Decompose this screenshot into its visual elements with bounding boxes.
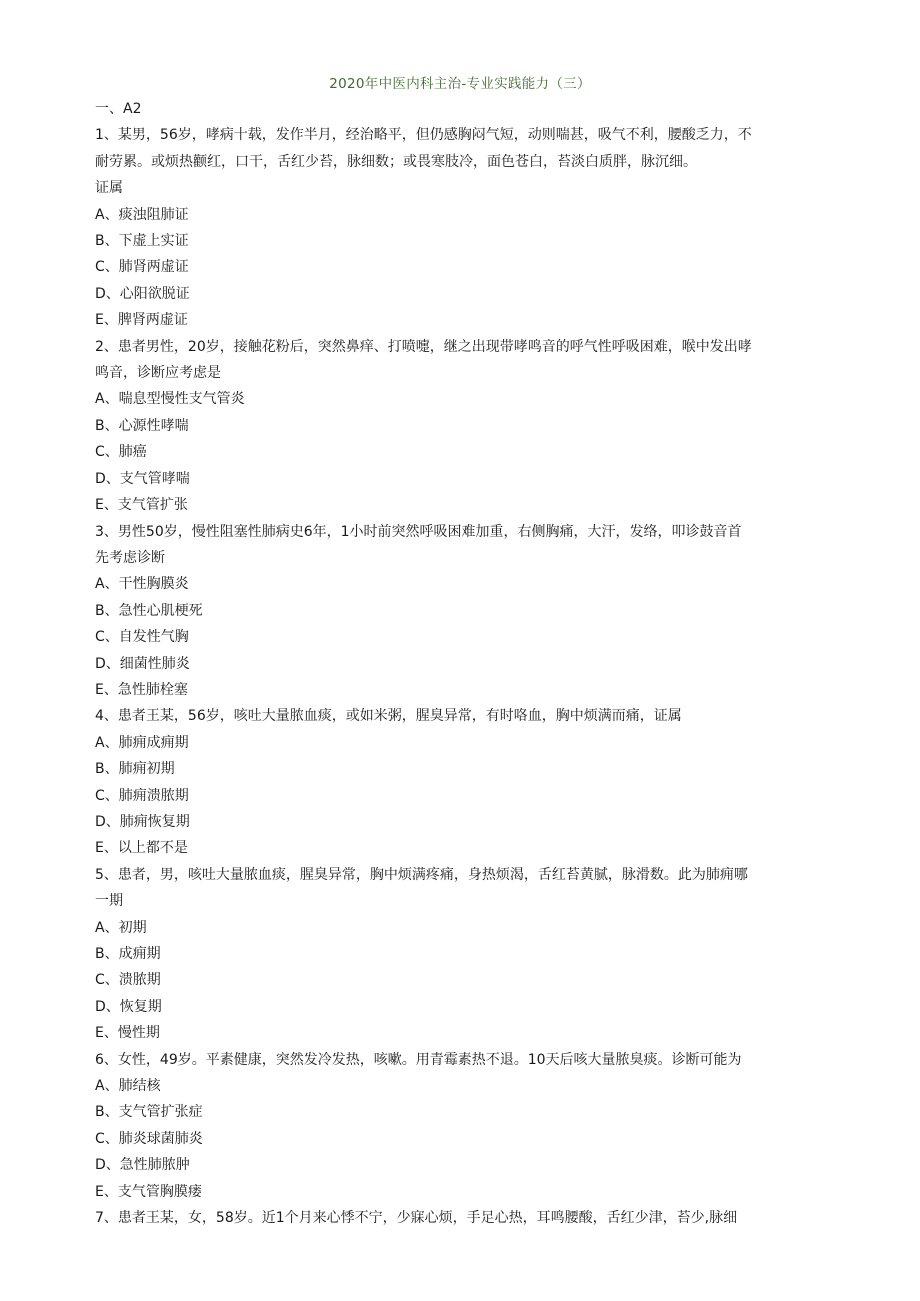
option-d: D、恢复期 — [95, 998, 162, 1015]
question-stem-line: 先考虑诊断 — [95, 549, 165, 566]
option-d: D、急性肺脓肿 — [95, 1157, 190, 1174]
question-5 — [95, 862, 823, 1047]
question-3 — [95, 519, 823, 704]
option-a: A、喘息型慢性支气管炎 — [95, 391, 245, 408]
question-stem-line: 4、患者王某，56岁，咳吐大量脓血痰，或如米粥，腥臭异常，有时咯血，胸中烦满而痛，证属 — [95, 708, 682, 725]
option-d: D、肺痈恢复期 — [95, 813, 190, 830]
option-b: B、下虚上实证 — [95, 233, 189, 250]
question-stem-line: 5、患者，男，咳吐大量脓血痰，腥臭异常，胸中烦满疼痛，身热烦渴，舌红苔黄腻，脉滑数。此为肺痈哪 — [95, 866, 748, 883]
question-stem-line: 6、女性，49岁。平素健康，突然发冷发热，咳嗽。用青霉素热不退。10天后咳大量脓臭痰。诊断可能为 — [95, 1051, 742, 1068]
question-stem-line: 一期 — [95, 893, 123, 910]
option-e: E、以上都不是 — [95, 840, 188, 857]
option-e: E、慢性期 — [95, 1025, 160, 1042]
option-c: C、肺痈溃脓期 — [95, 787, 189, 804]
question-4 — [95, 703, 823, 861]
option-e: E、支气管胸膜瘘 — [95, 1183, 202, 1200]
option-e: E、支气管扩张 — [95, 497, 188, 514]
question-stem-line: 3、男性50岁，慢性阻塞性肺病史6年，1小时前突然呼吸困难加重，右侧胸痛，大汗，发络，叩诊鼓音首 — [95, 523, 742, 540]
option-c: C、自发性气胸 — [95, 629, 189, 646]
question-stem-line: 7、患者王某，女，58岁。近1个月来心悸不宁，少寐心烦，手足心热，耳鸣腰酸，舌红少津，苔少,脉细 — [95, 1210, 738, 1227]
option-b: B、成痈期 — [95, 946, 161, 962]
document-body — [95, 96, 823, 1231]
option-e: E、脾肾两虚证 — [95, 312, 188, 329]
section-heading: 一、A2 — [95, 101, 142, 117]
option-a: A、肺痈成痈期 — [95, 734, 189, 751]
option-b: B、支气管扩张症 — [95, 1104, 203, 1121]
option-e: E、急性肺栓塞 — [95, 681, 188, 698]
option-c: C、肺肾两虚证 — [95, 259, 189, 276]
option-b: B、肺痈初期 — [95, 761, 175, 778]
question-stem-line: 证属 — [95, 180, 123, 197]
question-stem-line: 1、某男，56岁，哮病十载，发作半月，经治略平，但仍感胸闷气短，动则喘甚，吸气不利，腰酸乏力，不 — [95, 127, 752, 144]
question-stem-line: 耐劳累。或烦热颧红，口干，舌红少苔，脉细数；或畏寒肢冷，面色苍白，苔淡白质胖，脉沉细。 — [95, 153, 697, 170]
option-c: C、肺癌 — [95, 444, 147, 461]
option-b: B、急性心肌梗死 — [95, 602, 203, 619]
question-2 — [95, 334, 823, 519]
option-c: C、肺炎球菌肺炎 — [95, 1130, 203, 1147]
document-title: 2020年中医内科主治-专业实践能力（三） — [329, 76, 591, 92]
option-a: A、干性胸膜炎 — [95, 576, 189, 593]
option-c: C、溃脓期 — [95, 972, 161, 989]
option-d: D、细菌性肺炎 — [95, 655, 190, 672]
option-a: A、肺结核 — [95, 1078, 161, 1095]
question-stem-line: 鸣音，诊断应考虑是 — [95, 365, 221, 382]
question-stem-line: 2、患者男性，20岁，接触花粉后，突然鼻痒、打喷嚏，继之出现带哮鸣音的呼气性呼吸困难，喉中发出哮 — [95, 338, 752, 355]
question-7 — [95, 1205, 823, 1231]
option-b: B、心源性哮喘 — [95, 417, 189, 434]
option-a: A、初期 — [95, 919, 147, 936]
option-d: D、心阳欲脱证 — [95, 285, 190, 302]
option-a: A、痰浊阻肺证 — [95, 206, 189, 223]
question-6 — [95, 1047, 823, 1205]
question-1 — [95, 122, 823, 333]
option-d: D、支气管哮喘 — [95, 470, 190, 487]
